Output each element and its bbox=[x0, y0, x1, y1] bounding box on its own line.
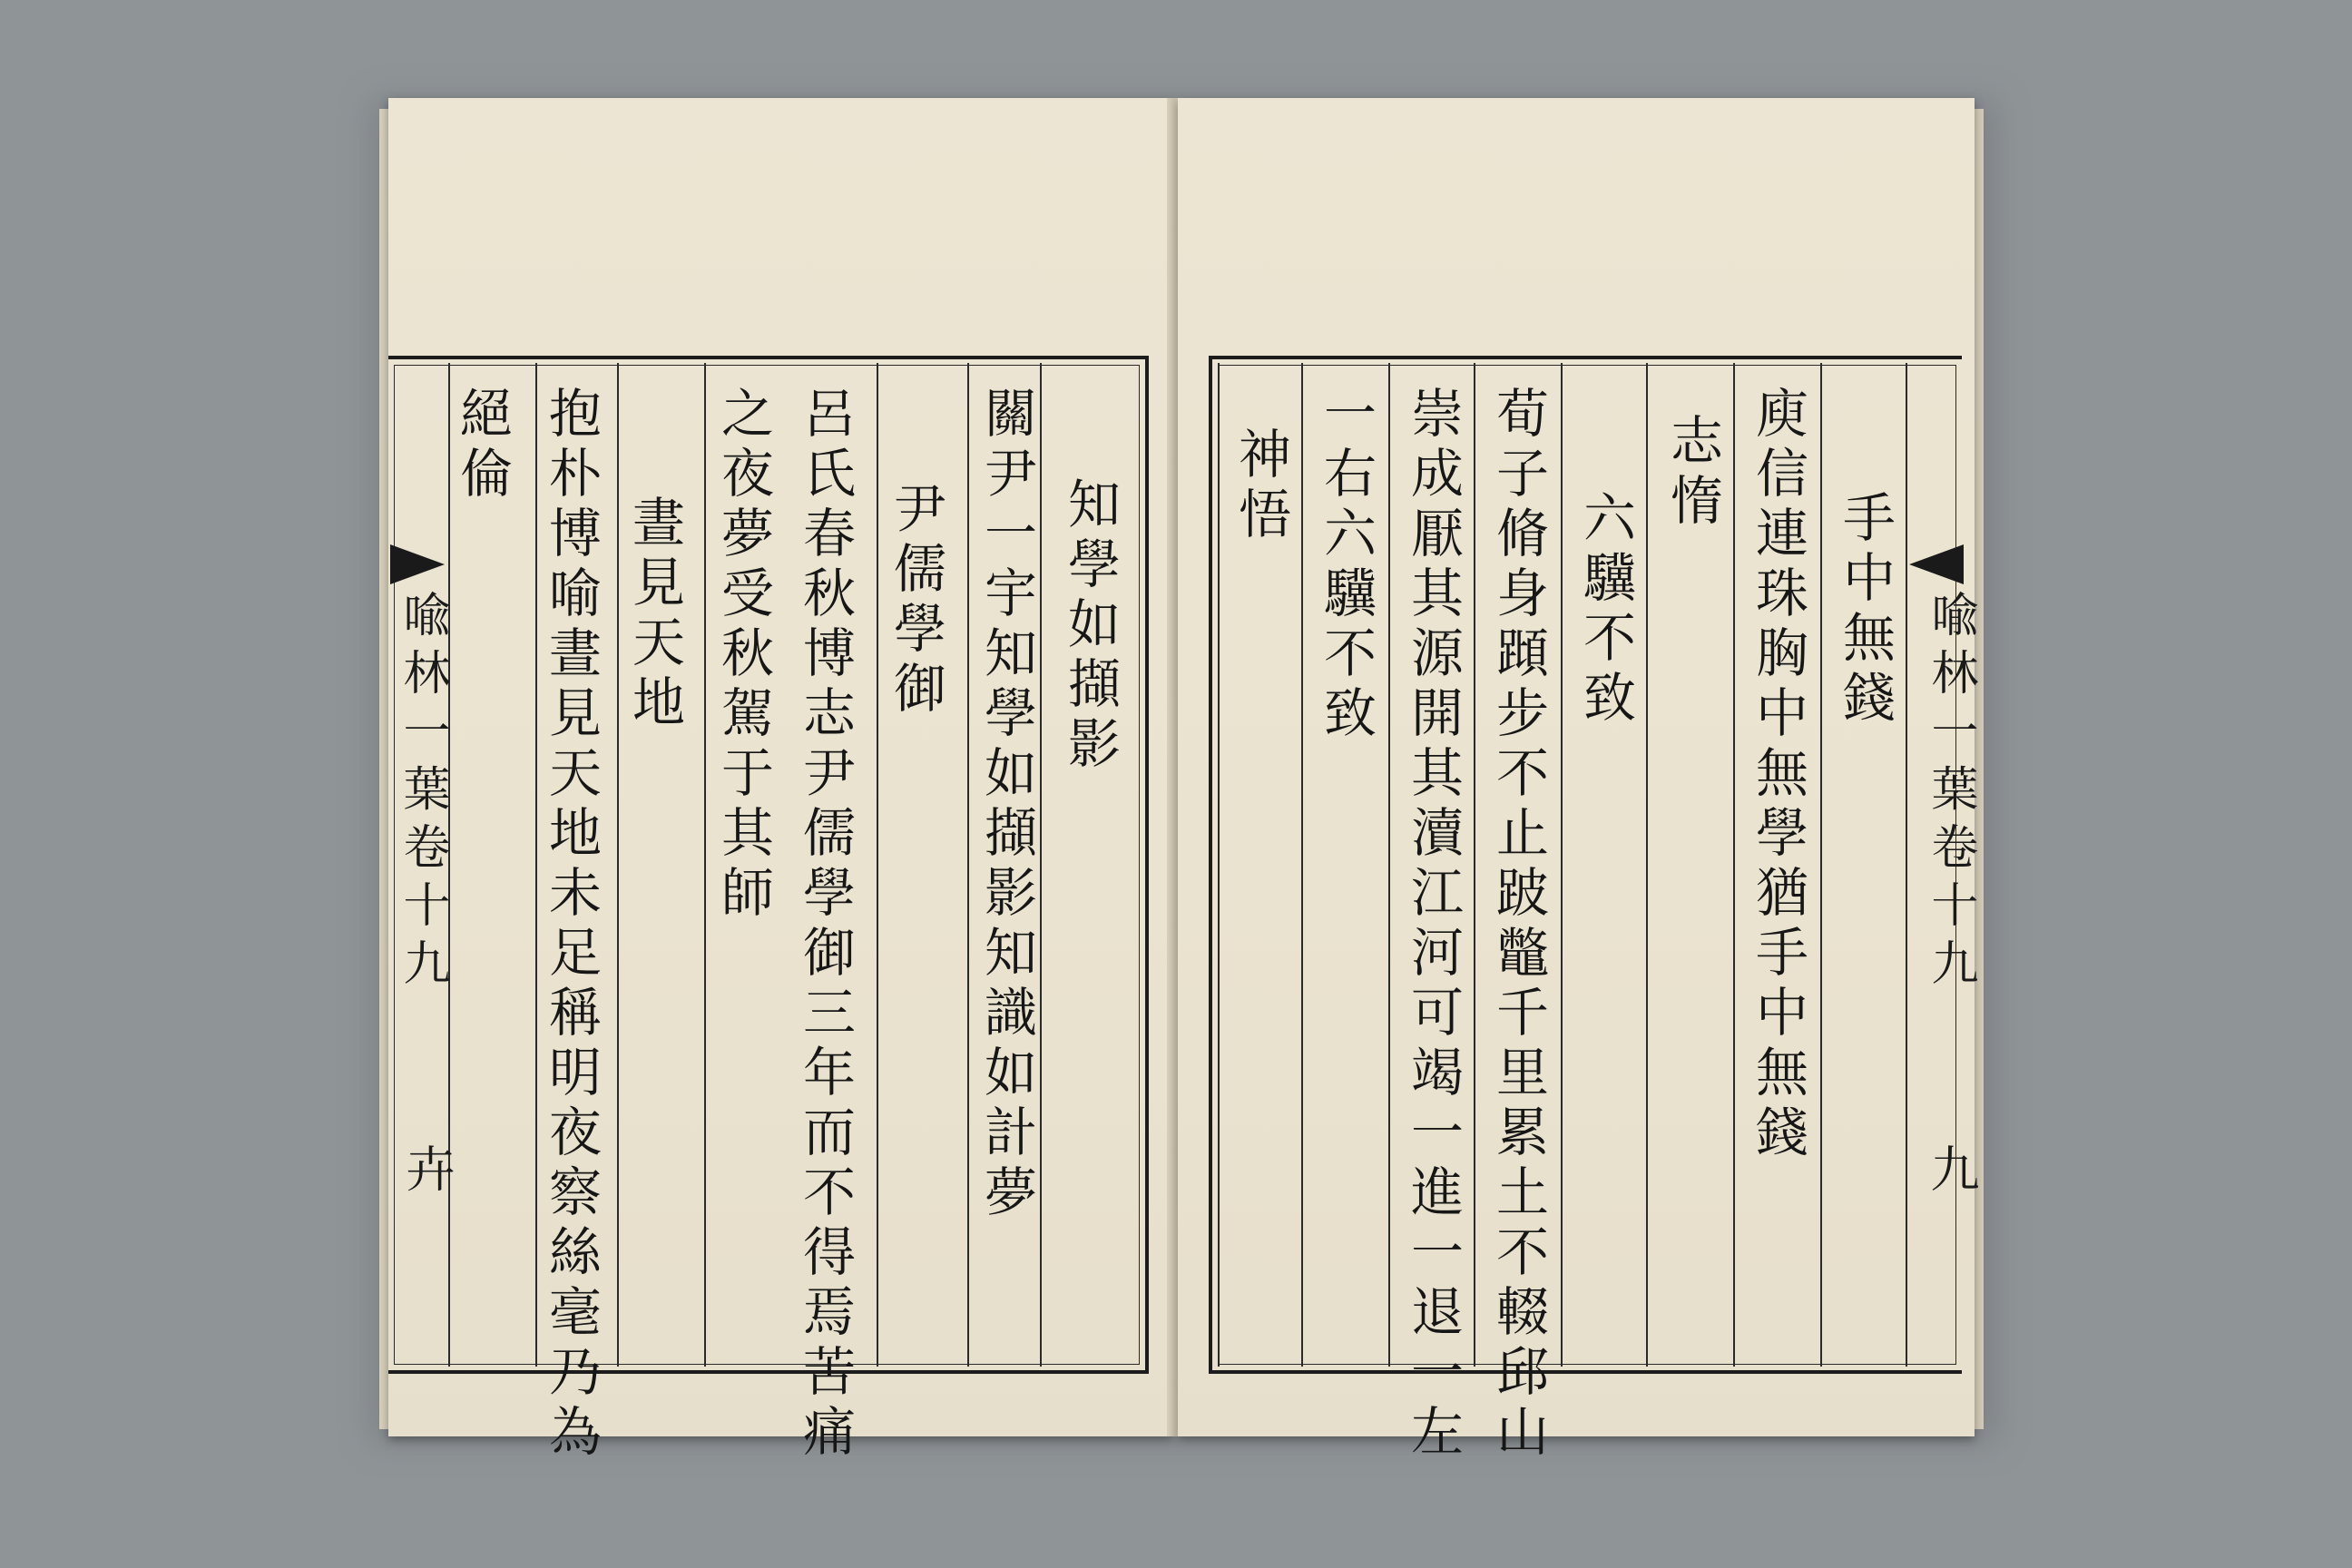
text-column: 崇成厭其源開其瀆江河可竭一進一退一左 bbox=[1402, 386, 1464, 1464]
column-rule bbox=[1561, 363, 1563, 1367]
fish-tail-mark bbox=[390, 544, 445, 584]
text-column: 呂氏春秋博志尹儒學御三年而不得焉苦痛 bbox=[794, 386, 856, 1464]
column-rule bbox=[1646, 363, 1648, 1367]
column-rule bbox=[1040, 363, 1042, 1367]
text-column: 尹儒學御 bbox=[885, 481, 946, 720]
text-column: 之夜夢受秋駕于其師 bbox=[712, 386, 774, 925]
text-column: 晝見天地 bbox=[623, 495, 685, 734]
text-column: 志惰 bbox=[1661, 413, 1723, 533]
column-rule bbox=[1733, 363, 1735, 1367]
column-rule bbox=[1218, 363, 1220, 1367]
text-column: 神悟 bbox=[1230, 426, 1291, 546]
column-rule bbox=[1474, 363, 1475, 1367]
right-page-number: 九 bbox=[1923, 1143, 1980, 1192]
fish-tail-mark bbox=[1909, 544, 1964, 584]
text-column: 庾信連珠胸中無學猶手中無錢 bbox=[1747, 386, 1808, 1164]
text-column: 六驥不致 bbox=[1574, 490, 1636, 730]
column-rule bbox=[877, 363, 878, 1367]
text-column: 絕倫 bbox=[451, 386, 513, 505]
text-column: 知學如擷影 bbox=[1059, 476, 1121, 776]
text-column: 關尹一宇知學如擷影知識如計夢 bbox=[975, 386, 1037, 1224]
left-page-number: 卉 bbox=[398, 1143, 456, 1192]
column-rule bbox=[1906, 363, 1907, 1367]
column-rule bbox=[1301, 363, 1303, 1367]
column-rule bbox=[1388, 363, 1390, 1367]
left-margin-title: 喩林一葉卷十九 bbox=[395, 590, 449, 996]
column-rule bbox=[1820, 363, 1822, 1367]
text-column: 荀子脩身蹞步不止跛鼈千里累土不輟邱山 bbox=[1487, 386, 1549, 1464]
column-rule bbox=[535, 363, 537, 1367]
column-rule bbox=[704, 363, 706, 1367]
column-rule bbox=[967, 363, 969, 1367]
column-rule bbox=[617, 363, 619, 1367]
right-margin-title: 喩林一葉卷十九 bbox=[1923, 590, 1977, 996]
text-column: 手中無錢 bbox=[1834, 490, 1896, 730]
text-column: 一右六驥不致 bbox=[1315, 386, 1377, 745]
text-column: 抱朴博喻晝見天地未足稱明夜察絲毫乃為 bbox=[540, 386, 602, 1464]
